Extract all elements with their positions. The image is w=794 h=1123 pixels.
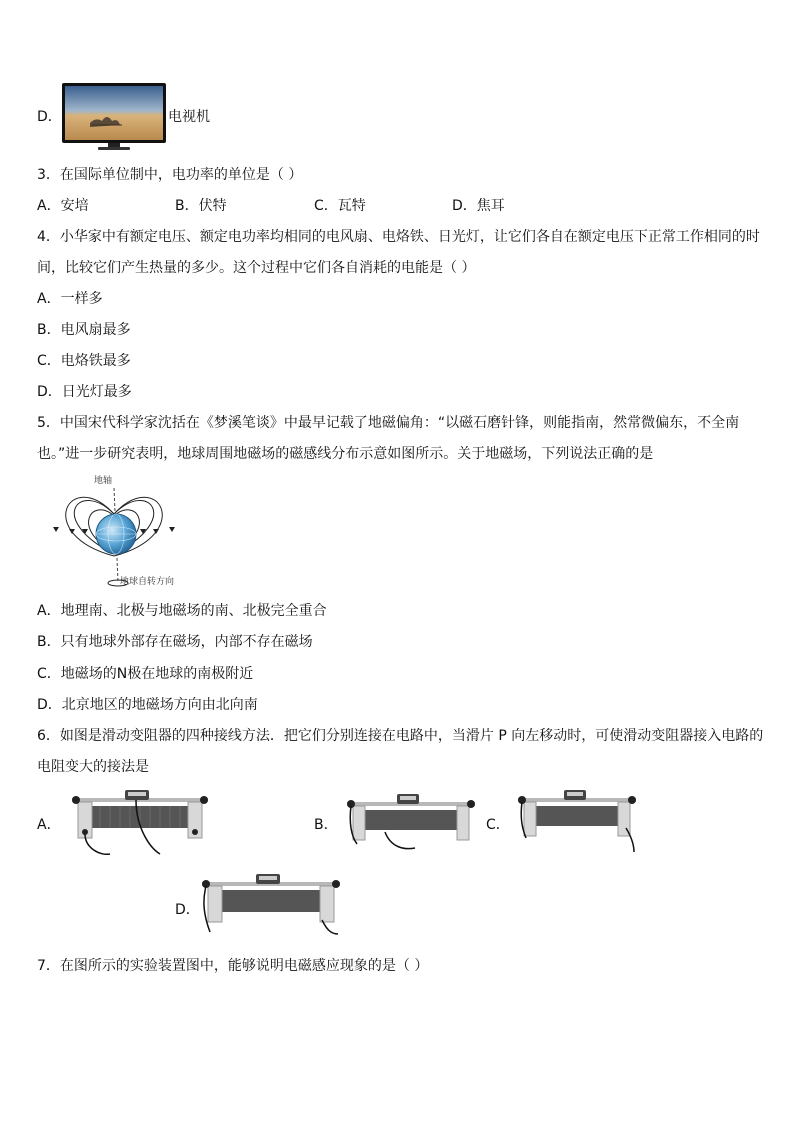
rheostat-b-figure [345,792,477,852]
q6-stem-line2: 电阻变大的接法是 [37,759,149,775]
tv-image [62,83,166,151]
q3-option-d[interactable]: D．焦耳 [452,198,505,214]
q6-stem-line1: 6．如图是滑动变阻器的四种接线方法．把它们分别连接在电路中，当滑片 P 向左移动时，可使滑动变阻器接入电路的 [37,728,764,744]
q2-option-d-label: D． [37,109,62,125]
q6-option-a-label[interactable]: A． [37,817,61,833]
q4-option-b[interactable]: B．电风扇最多 [37,322,131,338]
q5-option-a[interactable]: A．地理南、北极与地磁场的南、北极完全重合 [37,603,327,619]
rheostat-c-figure [516,788,638,854]
q4-stem-line1: 4．小华家中有额定电压、额定电功率均相同的电风扇、电烙铁、日光灯，让它们各自在额定电压下正常工作相同的时 [37,229,760,245]
earth-magnetic-field-figure [40,474,190,594]
q5-option-b[interactable]: B．只有地球外部存在磁场，内部不存在磁场 [37,634,313,650]
q3-option-b[interactable]: B．伏特 [175,198,227,214]
q6-option-c-label[interactable]: C． [486,817,510,833]
q2-option-d-text: 电视机 [168,109,210,125]
q3-stem: 3．在国际单位制中，电功率的单位是（ ） [37,167,303,183]
q5-option-c[interactable]: C．地磁场的N极在地球的南极附近 [37,666,254,682]
q4-option-c[interactable]: C．电烙铁最多 [37,353,131,369]
q6-option-b-label[interactable]: B． [314,817,338,833]
q4-option-a[interactable]: A．一样多 [37,291,103,307]
q5-stem-line2: 也。”进一步研究表明，地球周围地磁场的磁感线分布示意如图所示。关于地磁场，下列说法正确的是 [37,446,654,462]
q4-stem-line2: 间，比较它们产生热量的多少。这个过程中它们各自消耗的电能是（ ） [37,260,476,276]
q5-option-d[interactable]: D．北京地区的地磁场方向由北向南 [37,697,258,713]
rheostat-a-figure [70,788,210,858]
figure-rotation-label: 地球自转方向 [120,577,175,587]
q3-option-c[interactable]: C．瓦特 [314,198,366,214]
q7-stem: 7．在图所示的实验装置图中，能够说明电磁感应现象的是（ ） [37,958,429,974]
q4-option-d[interactable]: D．日光灯最多 [37,384,132,400]
rheostat-d-figure [200,872,342,938]
q5-stem-line1: 5．中国宋代科学家沈括在《梦溪笔谈》中最早记载了地磁偏角：“以磁石磨针锋，则能指南，然常微偏东，不全南 [37,415,740,431]
q6-option-d-label[interactable]: D． [175,902,200,918]
figure-axis-label: 地轴 [94,476,113,486]
q3-option-a[interactable]: A．安培 [37,198,89,214]
